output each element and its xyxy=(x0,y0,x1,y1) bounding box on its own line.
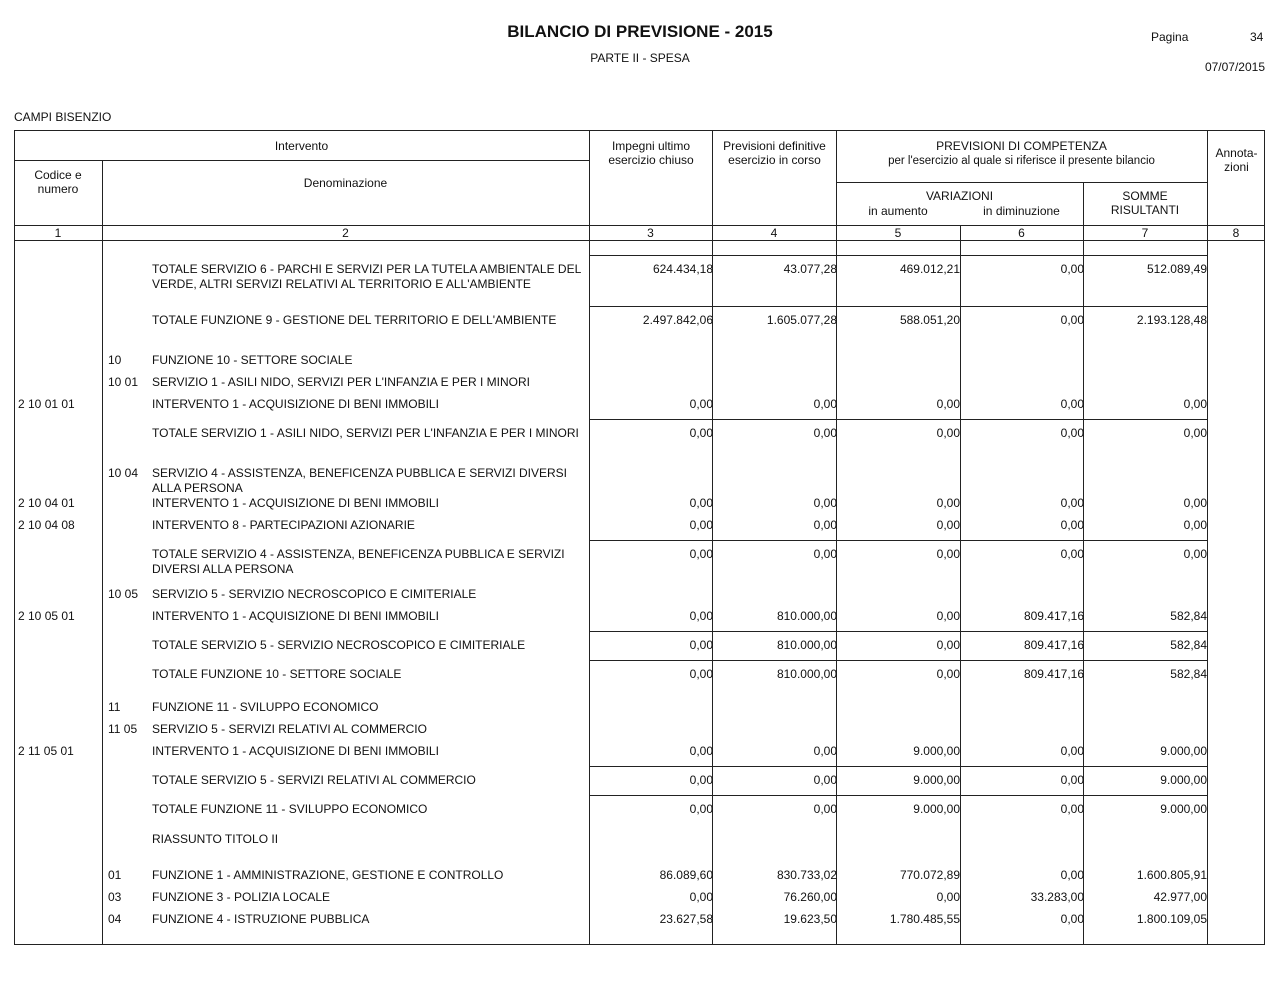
cell-somme: 9.000,00 xyxy=(1160,802,1207,816)
cell-somme: 0,00 xyxy=(1183,547,1207,561)
cell-diminuzione: 809.417,16 xyxy=(1023,667,1084,681)
total-separator xyxy=(589,255,1207,256)
total-separator xyxy=(589,419,1207,420)
cell-impegni: 0,00 xyxy=(689,802,713,816)
row-denominazione: TOTALE FUNZIONE 9 - GESTIONE DEL TERRITORIO E DELL'AMBIENTE xyxy=(152,313,557,327)
row-denominazione: TOTALE SERVIZIO 5 - SERVIZI RELATIVI AL COMMERCIO xyxy=(152,773,476,787)
col-divider xyxy=(1207,130,1208,945)
cell-somme: 512.089,49 xyxy=(1146,262,1207,276)
cell-diminuzione: 0,00 xyxy=(1060,518,1084,532)
cell-diminuzione: 0,00 xyxy=(1060,802,1084,816)
cell-previsioni: 0,00 xyxy=(813,397,837,411)
total-separator xyxy=(589,660,1207,661)
row-denominazione: SERVIZIO 5 - SERVIZIO NECROSCOPICO E CIMITERIALE xyxy=(152,587,477,601)
ente-name: CAMPI BISENZIO xyxy=(14,110,112,124)
row-denominazione: TOTALE SERVIZIO 6 - PARCHI E SERVIZI PER LA TUTELA AMBIENTALE DEL VERDE, ALTRI SERVIZI RELATIVI AL TERRITORIO E ALL'AMBIENTE xyxy=(152,262,581,291)
row-gruppo: 10 01 xyxy=(108,375,139,389)
cell-impegni: 0,00 xyxy=(689,773,713,787)
header-annotazioni: Annota- zioni xyxy=(1215,146,1258,174)
row-denominazione: FUNZIONE 1 - AMMINISTRAZIONE, GESTIONE E CONTROLLO xyxy=(152,868,504,882)
cell-somme: 9.000,00 xyxy=(1160,773,1207,787)
cell-previsioni: 0,00 xyxy=(813,773,837,787)
row-denominazione: FUNZIONE 4 - ISTRUZIONE PUBBLICA xyxy=(152,912,370,926)
row-denominazione: SERVIZIO 5 - SERVIZI RELATIVI AL COMMERCIO xyxy=(152,722,427,736)
cell-aumento: 0,00 xyxy=(936,496,960,510)
header-variazioni: VARIAZIONI xyxy=(925,189,994,203)
cell-diminuzione: 809.417,16 xyxy=(1023,609,1084,623)
cell-diminuzione: 0,00 xyxy=(1060,313,1084,327)
row-denominazione: SERVIZIO 1 - ASILI NIDO, SERVIZI PER L'INFANZIA E PER I MINORI xyxy=(152,375,530,389)
cell-diminuzione: 0,00 xyxy=(1060,773,1084,787)
cell-impegni: 0,00 xyxy=(689,518,713,532)
cell-impegni: 86.089,60 xyxy=(659,868,713,882)
row-denominazione: INTERVENTO 8 - PARTECIPAZIONI AZIONARIE xyxy=(152,518,415,532)
cell-somme: 42.977,00 xyxy=(1153,890,1207,904)
cell-aumento: 9.000,00 xyxy=(913,773,960,787)
header-intervento: Intervento xyxy=(274,139,329,153)
header-somme-risultanti: SOMME RISULTANTI xyxy=(1110,189,1180,217)
row-denominazione: FUNZIONE 10 - SETTORE SOCIALE xyxy=(152,353,353,367)
cell-impegni: 0,00 xyxy=(689,890,713,904)
header-codice: Codice e numero xyxy=(34,168,82,196)
cell-aumento: 9.000,00 xyxy=(913,802,960,816)
cell-diminuzione: 0,00 xyxy=(1060,426,1084,440)
col-divider xyxy=(960,225,961,945)
col-divider xyxy=(1083,182,1084,945)
cell-previsioni: 0,00 xyxy=(813,802,837,816)
row-codice: 2 10 01 01 xyxy=(18,397,75,411)
cell-aumento: 0,00 xyxy=(936,547,960,561)
cell-somme: 582,84 xyxy=(1170,638,1207,652)
row-codice: 2 11 05 01 xyxy=(18,744,74,758)
cell-previsioni: 19.623,50 xyxy=(783,912,837,926)
cell-somme: 2.193.128,48 xyxy=(1136,313,1207,327)
row-denominazione: INTERVENTO 1 - ACQUISIZIONE DI BENI IMMOBILI xyxy=(152,609,439,623)
cell-previsioni: 76.260,00 xyxy=(783,890,837,904)
row-denominazione: TOTALE SERVIZIO 4 - ASSISTENZA, BENEFICENZA PUBBLICA E SERVIZI DIVERSI ALLA PERSONA xyxy=(152,547,565,576)
header-competenza-title: PREVISIONI DI COMPETENZA xyxy=(936,139,1107,153)
col-number: 5 xyxy=(894,226,902,240)
col-divider xyxy=(589,130,590,945)
cell-aumento: 0,00 xyxy=(936,609,960,623)
col-divider xyxy=(836,130,837,945)
cell-aumento: 469.012,21 xyxy=(899,262,960,276)
row-denominazione: INTERVENTO 1 - ACQUISIZIONE DI BENI IMMOBILI xyxy=(152,744,439,758)
col-number: 3 xyxy=(647,226,654,240)
cell-previsioni: 0,00 xyxy=(813,547,837,561)
cell-previsioni: 0,00 xyxy=(813,518,837,532)
total-separator xyxy=(589,795,1207,796)
row-denominazione: TOTALE FUNZIONE 11 - SVILUPPO ECONOMICO xyxy=(152,802,428,816)
cell-somme: 1.800.109,05 xyxy=(1136,912,1207,926)
row-codice: 2 10 05 01 xyxy=(18,609,75,623)
cell-somme: 0,00 xyxy=(1183,496,1207,510)
total-separator xyxy=(589,631,1207,632)
cell-somme: 0,00 xyxy=(1183,426,1207,440)
cell-impegni: 23.627,58 xyxy=(659,912,713,926)
cell-aumento: 1.780.485,55 xyxy=(889,912,960,926)
cell-aumento: 0,00 xyxy=(936,518,960,532)
header-previsioni-definitive: Previsioni definitive esercizio in corso xyxy=(723,139,826,167)
col-number: 1 xyxy=(54,226,62,240)
cell-diminuzione: 0,00 xyxy=(1060,496,1084,510)
cell-previsioni: 0,00 xyxy=(813,496,837,510)
header-divider xyxy=(836,182,1207,183)
header-impegni: Impegni ultimo esercizio chiuso xyxy=(608,139,694,167)
cell-previsioni: 1.605.077,28 xyxy=(766,313,837,327)
page-number: 34 xyxy=(1250,30,1264,44)
cell-aumento: 0,00 xyxy=(936,426,960,440)
cell-diminuzione: 0,00 xyxy=(1060,262,1084,276)
col-number: 7 xyxy=(1141,226,1149,240)
cell-diminuzione: 33.283,00 xyxy=(1030,890,1084,904)
cell-somme: 582,84 xyxy=(1170,609,1207,623)
cell-aumento: 0,00 xyxy=(936,890,960,904)
row-denominazione: TOTALE SERVIZIO 1 - ASILI NIDO, SERVIZI PER L'INFANZIA E PER I MINORI xyxy=(152,426,579,440)
header-denominazione: Denominazione xyxy=(303,176,388,190)
cell-aumento: 770.072,89 xyxy=(899,868,960,882)
cell-previsioni: 810.000,00 xyxy=(776,638,837,652)
cell-aumento: 9.000,00 xyxy=(913,744,960,758)
cell-aumento: 588.051,20 xyxy=(899,313,960,327)
cell-previsioni: 0,00 xyxy=(813,744,837,758)
cell-impegni: 0,00 xyxy=(689,496,713,510)
cell-previsioni: 810.000,00 xyxy=(776,609,837,623)
row-denominazione: TOTALE SERVIZIO 5 - SERVIZIO NECROSCOPICO E CIMITERIALE xyxy=(152,638,526,652)
col-divider xyxy=(712,130,713,945)
col-number: 6 xyxy=(1018,226,1025,240)
row-gruppo: 10 04 xyxy=(108,466,139,480)
row-gruppo: 01 xyxy=(108,868,122,882)
cell-aumento: 0,00 xyxy=(936,667,960,681)
cell-previsioni: 43.077,28 xyxy=(783,262,837,276)
row-gruppo: 11 xyxy=(108,700,121,714)
cell-impegni: 2.497.842,06 xyxy=(642,313,713,327)
cell-impegni: 0,00 xyxy=(689,638,713,652)
cell-aumento: 0,00 xyxy=(936,397,960,411)
cell-somme: 0,00 xyxy=(1183,518,1207,532)
col-number: 4 xyxy=(770,226,778,240)
row-gruppo: 10 05 xyxy=(108,587,139,601)
total-separator xyxy=(589,540,1207,541)
print-date: 07/07/2015 xyxy=(1204,60,1265,74)
cell-diminuzione: 0,00 xyxy=(1060,397,1084,411)
header-in-diminuzione: in diminuzione xyxy=(983,204,1060,218)
cell-diminuzione: 0,00 xyxy=(1060,868,1084,882)
page-title: BILANCIO DI PREVISIONE - 2015 xyxy=(507,22,773,41)
cell-impegni: 0,00 xyxy=(689,609,713,623)
row-denominazione: TOTALE FUNZIONE 10 - SETTORE SOCIALE xyxy=(152,667,402,681)
cell-somme: 582,84 xyxy=(1170,667,1207,681)
row-denominazione: SERVIZIO 4 - ASSISTENZA, BENEFICENZA PUBBLICA E SERVIZI DIVERSI ALLA PERSONA xyxy=(152,466,568,495)
cell-somme: 1.600.805,91 xyxy=(1136,868,1207,882)
cell-aumento: 0,00 xyxy=(936,638,960,652)
row-denominazione: FUNZIONE 3 - POLIZIA LOCALE xyxy=(152,890,331,904)
cell-diminuzione: 0,00 xyxy=(1060,912,1084,926)
page-label: Pagina xyxy=(1151,30,1189,44)
cell-impegni: 0,00 xyxy=(689,426,713,440)
row-denominazione: INTERVENTO 1 - ACQUISIZIONE DI BENI IMMOBILI xyxy=(152,397,439,411)
col-divider xyxy=(102,160,103,945)
row-denominazione: FUNZIONE 11 - SVILUPPO ECONOMICO xyxy=(152,700,379,714)
cell-previsioni: 0,00 xyxy=(813,426,837,440)
row-gruppo: 10 xyxy=(108,353,122,367)
cell-somme: 9.000,00 xyxy=(1160,744,1207,758)
cell-impegni: 0,00 xyxy=(689,744,713,758)
cell-previsioni: 810.000,00 xyxy=(776,667,837,681)
cell-previsioni: 830.733,02 xyxy=(776,868,837,882)
cell-impegni: 0,00 xyxy=(689,397,713,411)
row-codice: 2 10 04 01 xyxy=(18,496,75,510)
row-gruppo: 11 05 xyxy=(108,722,138,736)
total-separator xyxy=(589,306,1207,307)
col-number: 2 xyxy=(342,226,349,240)
header-competenza-sub: per l'esercizio al quale si riferisce il presente bilancio xyxy=(888,155,1155,167)
cell-somme: 0,00 xyxy=(1183,397,1207,411)
cell-impegni: 624.434,18 xyxy=(652,262,713,276)
row-gruppo: 03 xyxy=(108,890,122,904)
row-denominazione: RIASSUNTO TITOLO II xyxy=(152,832,279,846)
cell-diminuzione: 0,00 xyxy=(1060,744,1084,758)
header-divider xyxy=(14,160,589,161)
cell-impegni: 0,00 xyxy=(689,667,713,681)
row-denominazione: INTERVENTO 1 - ACQUISIZIONE DI BENI IMMOBILI xyxy=(152,496,439,510)
row-gruppo: 04 xyxy=(108,912,122,926)
total-separator xyxy=(589,766,1207,767)
table-frame xyxy=(14,130,1265,945)
header-in-aumento: in aumento xyxy=(868,204,928,218)
page-subtitle: PARTE II - SPESA xyxy=(590,51,690,65)
header-divider xyxy=(14,240,1265,241)
cell-impegni: 0,00 xyxy=(689,547,713,561)
col-number: 8 xyxy=(1232,226,1240,240)
cell-diminuzione: 0,00 xyxy=(1060,547,1084,561)
cell-diminuzione: 809.417,16 xyxy=(1023,638,1084,652)
row-codice: 2 10 04 08 xyxy=(18,518,75,532)
